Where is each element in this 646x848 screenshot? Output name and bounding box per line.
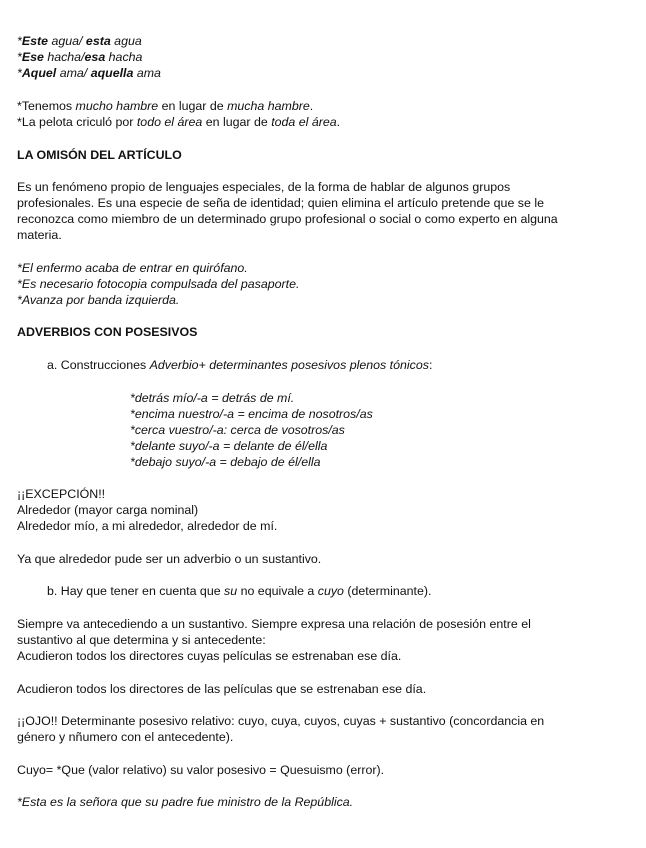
example-line: *cerca vuestro/-a: cerca de vosotros/as bbox=[130, 423, 345, 437]
example-line: *La pelota criculó por todo el área en lugar de toda el área. bbox=[17, 115, 341, 129]
paragraph-line: materia. bbox=[17, 228, 62, 242]
example-line: *Es necesario fotocopia compulsada del pasaporte. bbox=[17, 277, 300, 291]
exception-heading: ¡¡EXCEPCIÓN!! bbox=[17, 487, 106, 501]
example-line: *debajo suyo/-a = debajo de él/ella bbox=[130, 455, 321, 469]
paragraph-line: sustantivo al que determina y si antecedente: bbox=[17, 633, 266, 647]
list-item-b: b. Hay que tener en cuenta que su no equivale a cuyo (determinante). bbox=[47, 584, 432, 598]
example-line: *Ese hacha/esa hacha bbox=[17, 50, 143, 64]
example-line: *Avanza por banda izquierda. bbox=[17, 293, 180, 307]
section-heading: ADVERBIOS CON POSESIVOS bbox=[17, 325, 198, 339]
example-line: *Esta es la señora que su padre fue ministro de la República. bbox=[17, 795, 354, 809]
paragraph-line: Alrededor mío, a mi alrededor, alrededor de mí. bbox=[17, 519, 278, 533]
example-line: *detrás mío/-a = detrás de mí. bbox=[130, 391, 295, 405]
paragraph-line: Siempre va antecediendo a un sustantivo. Siempre expresa una relación de posesión entre el bbox=[17, 617, 531, 631]
example-line: *delante suyo/-a = delante de él/ella bbox=[130, 439, 328, 453]
example-line: *encima nuestro/-a = encima de nosotros/as bbox=[130, 407, 373, 421]
ojo-note: género y nñumero con el antecedente). bbox=[17, 730, 234, 744]
example-line: *Este agua/ esta agua bbox=[17, 34, 142, 48]
paragraph-line: Acudieron todos los directores cuyas películas se estrenaban ese día. bbox=[17, 649, 402, 663]
example-line: *Tenemos mucho hambre en lugar de mucha hambre. bbox=[17, 99, 314, 113]
paragraph-line: Ya que alrededor pude ser un adverbio o un sustantivo. bbox=[17, 552, 322, 566]
paragraph-line: reconozca como miembro de un determinado grupo profesional o social o como experto en alguna bbox=[17, 212, 558, 226]
paragraph-line: Cuyo= *Que (valor relativo) su valor posesivo = Quesuismo (error). bbox=[17, 763, 385, 777]
paragraph-line: Es un fenómeno propio de lenguajes especiales, de la forma de hablar de algunos grupos bbox=[17, 180, 511, 194]
example-line: *Aquel ama/ aquella ama bbox=[17, 66, 161, 80]
list-item-a: a. Construcciones Adverbio+ determinantes posesivos plenos tónicos: bbox=[47, 358, 433, 372]
example-line: *El enfermo acaba de entrar en quirófano. bbox=[17, 261, 248, 275]
paragraph-line: Alrededor (mayor carga nominal) bbox=[17, 503, 199, 517]
section-heading: LA OMISÓN DEL ARTÍCULO bbox=[17, 148, 182, 162]
paragraph-line: profesionales. Es una especie de seña de identidad; quien elimina el artículo pretende que se le bbox=[17, 196, 544, 210]
ojo-note: ¡¡OJO!! Determinante posesivo relativo: cuyo, cuya, cuyos, cuyas + sustantivo (concordancia en bbox=[17, 714, 545, 728]
paragraph-line: Acudieron todos los directores de las películas que se estrenaban ese día. bbox=[17, 682, 427, 696]
